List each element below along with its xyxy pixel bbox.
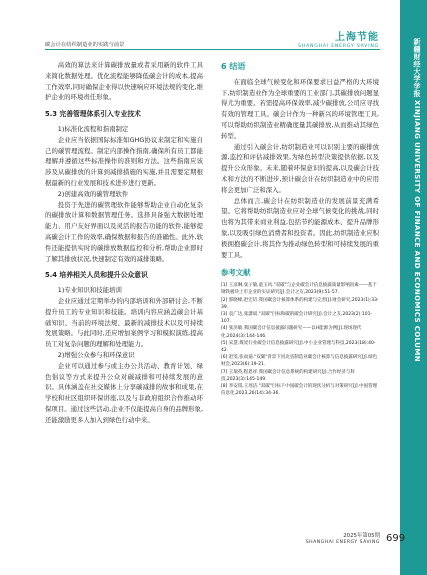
paragraph: 在面临全球气候变化和环保要求日益严格的大环境下,纺织制造业作为全球重要的工业部门,其碳排放问题显得尤为重要。若需提高环保效率,减少碳排放,公司应寻找有效的管理工具。碳会计作为一种新兴的环境管理工具,可以帮助纺织制造业精确度量其碳排放,从而推动其绿色转型。 — [221, 77, 379, 140]
page-number: 699 — [386, 533, 406, 544]
reference-item: [1] 王彦琳,张子敏,童玉风."双碳"与企业碳会计信息披露质量影响因素——基于钢铁板块上市企业的实证研究[J].会计之友,2023(9):51-57. — [221, 283, 377, 296]
journal-name-cn: 上海节能 — [335, 32, 379, 43]
subheading: 2)创建高效的碳管理软件 — [57, 189, 129, 198]
section-heading-5-3: 5.3 完善管理体系引入专业技术 — [45, 110, 141, 119]
reference-item: [4] 张泽敏.我国碳会计信息披露问题研究——以H能源为例[J].现场现代化,2024(3):144-146. — [221, 326, 362, 339]
footer — [300, 531, 380, 545]
reference-item: [7] 王瑞英,程恩祥.我国碳会计信息系统的构建研究[J].合作经济与科技,2023(3):145-149. — [221, 369, 355, 382]
paragraph: 总体而言,碳会计在纺织制造业的发展前景充满希望。它将帮助纺织制造业应对全球气候变化的挑战,同时也将为其带来商业利益,包括节约能源成本、提升品牌形象,以及吸引绿色消费者和投资者。因此,纺织制造业应积极拥抱碳会计,将其作为推动绿色转型和可持续发展的重要工具。 — [221, 196, 379, 259]
subheading: 1)专业知识和技能培训 — [57, 286, 122, 295]
reference-list — [221, 282, 379, 397]
side-column-label: 新疆财经大学学报 XINJIANG UNIVERSITY OF FINANCE AND ECONOMICS COLUMN — [413, 38, 421, 362]
running-header-title: 碳会计在纺织制造业的实践与前景 — [45, 42, 125, 48]
references-heading: 参考文献 — [221, 268, 251, 278]
header-divider — [45, 49, 380, 50]
subheading: 2)增强公众参与和环保意识 — [57, 350, 135, 359]
reference-item: [5] 宋慧.煤炭行业碳会计信息披露研究[J].中小企业管理与科技,2023(18):40-42. — [221, 340, 376, 353]
footer-journal-en: SHANGHAI ENERGY SAVING — [305, 540, 380, 545]
reference-item: [6] 赵雯,张雨迪."双碳"背景下河北省制造业碳会计核算与信息披露研究[J].绿色财会,2023(6):19-21. — [221, 355, 378, 368]
reference-item: [2] 郭晓峰,赵宏培.我国碳会计核算体系的构建与完善[J].财会研究,2023(1):33-39. — [221, 297, 379, 310]
paragraph: 高效的算法来计算碳排放量或者采用新的软件工具来简化数据处理。优化流程能够降低碳会计的成本,提高工作效率,同时确保企业得以快速响应环境法规的变化,维护企业的环境责任形象。 — [45, 61, 203, 102]
paragraph: 企业应通过定期举办的内部培训和外部研讨会,不断提升员工的专业知识和技能。培训内容应涵盖碳会计基础知识、当前的环境法规、最新的减排技术以及可持续发展策略。与此同时,还应增加案例学习和模拟演练,提高员工对复杂问题的理解和处理能力。 — [45, 296, 203, 349]
paragraph: 企业应当依据国际标准如GHG协议来制定和实施自己的碳管理流程。制定内部操作指南,确保所有员工都能理解并遵循这些标准操作的准则和方法。这些指南应该涉及从碳排放的计算到减排措施的实施,并且需要定期根据最新的行业发展和技术进步进行更新。 — [45, 135, 203, 187]
issue-label: 2025年第05期 — [343, 533, 380, 539]
section-heading-6: 6 结语 — [221, 62, 246, 71]
journal-name-en: SHANGHAI ENERGY SAVING — [298, 44, 379, 49]
paragraph: 通过引入碳会计,纺织制造业可以识别主要的碳排放源,监控和评估减排效果,为绿色转型决策提供依据,以及提升公众形象。未来,随着环保意识的提高,以及碳会计技术和方法的不断进步,预计碳会计在纺织制造业中的应用将会更加广泛和深入。 — [221, 142, 379, 194]
paragraph: 投资于先进的碳管理软件能够帮助企业自动化复杂的碳排放计算和数据管理任务。选择具备强大数据处理能力、用户友好界面以及灵活的报告功能的软件,能够提高碳会计工作的效率,确保数据和报告的准确性。此外,软件还能提供实时的碳排放数据监控和分析,帮助企业即时了解其排放状况,快速制定有效的减排策略。 — [45, 200, 203, 263]
paragraph: 企业可以通过参与或主办公共活动、教育计划、绿色倡议等方式来提升公众对碳减排和可持续发展的意识。具体涵盖在社交媒体上分享碳减排的故事和成果,在学校和社区组织环保讲座,以及与非政府组织合作推动环保项目。通过这些活动,企业不仅能提高自身的品牌形象,还能激励更多人加入到绿色行动中来。 — [45, 361, 203, 424]
reference-item: [3] 袁广达,张潇斌."双碳"目标和碳的碳会计研究[J].会计之友,2023(2):101-107. — [221, 311, 373, 325]
reference-item: [8] 李安琪,王瑶洁."双碳"目标下中国碳会计的现状分析与对策研究[J].中国管理信息化,2023,26(14):34-36. — [221, 383, 378, 397]
subheading: 1)标准化流程和指南制定 — [57, 124, 129, 133]
right-column — [221, 60, 379, 397]
journal-brand — [298, 28, 379, 49]
section-heading-5-4: 5.4 培养相关人员和提升公众意识 — [45, 271, 148, 280]
left-column — [45, 60, 203, 426]
